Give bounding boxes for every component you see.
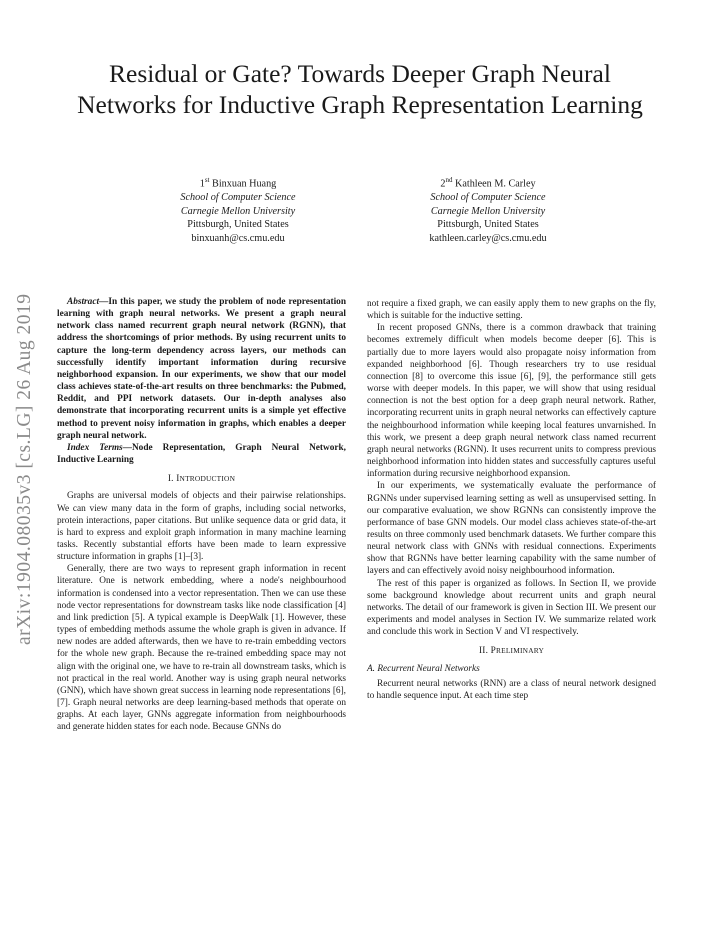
abstract-text: In this paper, we study the problem of node representation learning with graph neural networks. We present a graph neural network class named recurrent graph neural network (RGNN), that address the shortcomings of prior methods. By using recurrent units to capture the long-term dependency across layers, our methods can successfully identify important information during recursive neighborhood expansion. In our experiments, we show that our model class achieves state-of-the-art results on three benchmarks: the Pubmed, Reddit, and PPI network datasets. Our in-depth analyses also demonstrate that incorporating recurrent units is a simple yet effective method to prevent noisy information in graphs, which enables a deeper graph neural network.	[57, 297, 346, 441]
author-department: School of Computer Science	[430, 191, 546, 203]
right-column	[367, 298, 656, 702]
abstract: Abstract—In this paper, we study the problem of node representation learning with graph neural networks. We present a graph neural network class named recurrent graph neural network (RGNN), that address the shortcomings of prior methods. By using recurrent units to capture the long-term dependency across layers, our methods can successfully identify important information during recursive neighborhood expansion. In our experiments, we show that our model class achieves state-of-the-art results on three benchmarks: the Pubmed, Reddit, and PPI network datasets. Our in-depth analyses also demonstrate that incorporating recurrent units is a simple yet effective method to prevent noisy information in graphs, which enables a deeper graph neural network.	[57, 297, 346, 441]
paragraph: Generally, there are two ways to represent graph information in recent literature. One is network embedding, where a node's neighbourhood information is condensed into a vector representation. Then we can use these node vector representations for downstream tasks like node classification [4] and link prediction [5]. A typical example is DeepWalk [1]. However, these types of embedding methods assume the whole graph is given in advance. If new nodes are added afterwards, then we have to re-train embedding vectors for the whole new graph. Because the re-trained embedding space may not align with the original one, we have to re-train all downstream tasks, which is not practical in the real world. Another way is using graph neural networks (GNN), which have shown great success in learning node representations [6], [7]. Graph neural networks are deep learning-based methods that operate on graphs. At each layer, GNNs aggregate information from neighbourhoods and generate hidden states for each node. Because GNNs do	[57, 564, 346, 733]
paragraph: The rest of this paper is organized as follows. In Section II, we provide some background knowledge about recurrent units and graph neural networks. The detail of our framework is given in Section III. We present our experiments and model analyses in Section IV. We summarize related work and conclude this work in Section V and VI respectively.	[367, 578, 656, 638]
author-name-line: 2nd Kathleen M. Carley	[440, 176, 536, 190]
section-heading-introduction: I. INTRODUCTION	[167, 474, 236, 485]
arxiv-identifier-stamp: arXiv:1904.08035v3 [cs.LG] 26 Aug 2019	[14, 293, 35, 645]
paragraph: Recurrent neural networks (RNN) are a class of neural network designed to handle sequence input. At each time step	[367, 678, 656, 701]
author-email: kathleen.carley@cs.cmu.edu	[429, 232, 547, 244]
paragraph: Graphs are universal models of objects and their pairwise relationships. We can view many data in the form of graphs, including social networks, protein interactions, paper citations. But unlike sequence data or grid data, it is hard to express and exploit graph information in many machine learning tasks. Recently substantial efforts have been made to learn expressive structure information in graphs [1]–[3].	[57, 491, 346, 563]
index-terms: Index Terms—Node Representation, Graph Neural Network, Inductive Learning	[57, 442, 346, 466]
left-column	[57, 296, 346, 733]
paragraph: not require a fixed graph, we can easily apply them to new graphs on the fly, which is suitable for the inductive setting.	[367, 299, 656, 322]
author-email: binxuanh@cs.cmu.edu	[191, 232, 285, 244]
subsection-heading: A. Recurrent Neural Networks	[367, 663, 480, 674]
index-terms-text: Node Representation, Graph Neural Network, Inductive Learning	[57, 442, 346, 466]
paragraph: In our experiments, we systematically evaluate the performance of RGNNs under supervised learning setting as well as unsupervised setting. In our comparative evaluation, we show RGNNs can consistently improve the performance of base GNN models. Our model class achieves state-of-the-art results on three commonly used benchmark datasets. We further compare this neural network class with GNNs with residual connections. Experiments show that RGNNs have better learning capability with the same number of layers and can effectively avoid noisy neighbourhood information.	[367, 481, 656, 577]
author-university: Carnegie Mellon University	[430, 205, 546, 217]
author-name: Kathleen M. Carley	[455, 178, 536, 190]
author-city: Pittsburgh, United States	[437, 219, 539, 231]
author-university: Carnegie Mellon University	[180, 205, 296, 217]
author-name-line: 1st Binxuan Huang	[199, 176, 277, 190]
section-heading-preliminary: II. PRELIMINARY	[478, 646, 544, 657]
paragraph: In recent proposed GNNs, there is a common drawback that training becomes extremely difficult when models become deeper [6]. This is partially due to more layers would also propagate noisy information from expanded neighborhood [6]. Though researchers try to use residual connection [8] to overcome this issue [6], [9], the performance still gets worse with deeper models. In this paper, we will show that using residual connection is not the best option for a deep graph neural network. Rather, incorporating recurrent units in graph neural networks can effectively capture the neighbourhood information while keeping local features unvarnished. In this work, we present a deep graph neural network class named recurrent graph neural networks (RGNN). It uses recurrent units to compress previous neighborhood information into hidden states and successfully captures useful information during recursive neighborhood expansion.	[367, 323, 656, 480]
author-city: Pittsburgh, United States	[187, 219, 289, 231]
author-name: Binxuan Huang	[212, 178, 277, 190]
author-department: School of Computer Science	[180, 191, 296, 203]
paper-title: Residual or Gate? Towards Deeper Graph Neural Networks for Inductive Graph Representation Learning	[77, 59, 643, 119]
author-block-1	[118, 174, 358, 245]
author-block-2	[368, 174, 608, 245]
